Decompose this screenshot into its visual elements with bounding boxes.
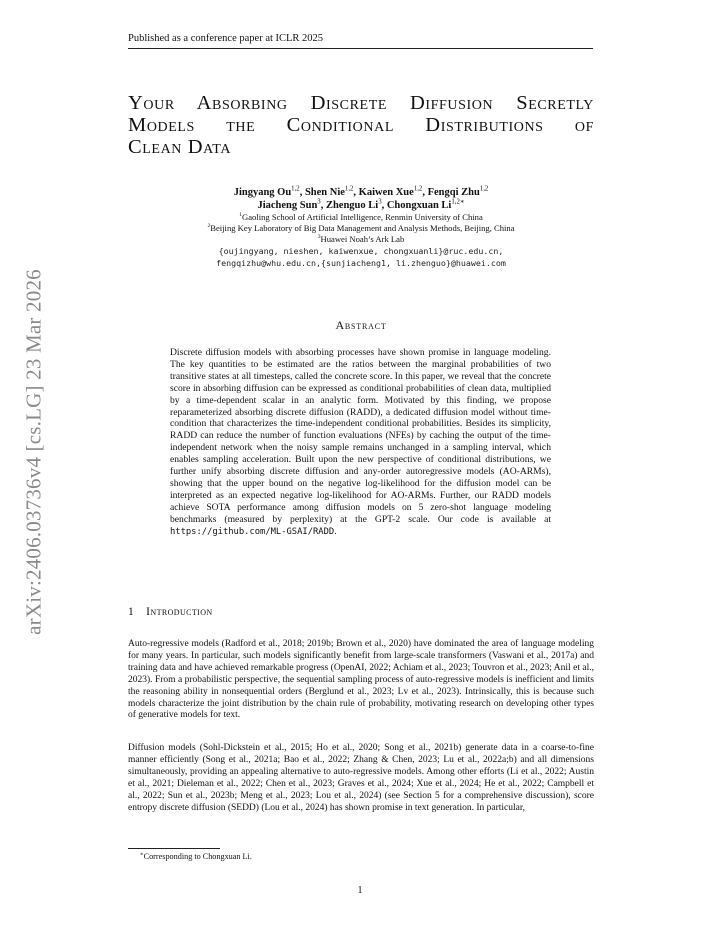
author-name: Jiacheng Sun	[257, 200, 318, 211]
author-name: Zhenguo Li	[325, 200, 379, 211]
author-affiliation-mark: 1,2∗	[451, 198, 465, 206]
section-heading	[128, 606, 213, 618]
intro-paragraph-2: Diffusion models (Sohl-Dickstein et al., 2015; Ho et al., 2020; Song et al., 2021b) generate data in a coarse-to-fine manner efficiently (Song et al., 2021a; Bao et al., 2022; Zhang & Chen, 2023; Lu et al., 2022a;b) and all dimensions simultaneously, providing an appealing alternative to auto-regressive models. Among other efforts (Li et al., 2022; Austin et al., 2021; Dieleman et al., 2022; Chen et al., 2023; Graves et al., 2024; Xue et al., 2024; He et al., 2022; Campbell et al., 2022; Sun et al., 2023b; Meng et al., 2023; Lou et al., 2024) (see Section 5 for a comprehensive discussion), score entropy discrete diffusion (SEDD) (Lou et al., 2024) has shown promise in text generation. In particular,	[128, 743, 594, 813]
title-line-3: Clean Data	[128, 136, 232, 158]
affiliation-2	[128, 223, 594, 234]
abstract-text: Discrete diffusion models with absorbing processes have shown promise in language modeling. The key quantities to be estimated are the ratios between the marginal probabilities of two transitive states at all timesteps, called the concrete score. In this paper, we reveal that the concrete score in absorbing diffusion can be expressed as conditional probabilities of clean data, multiplied by a time-dependent scalar in an analytic form. Motivated by this finding, we propose reparameterized absorbing discrete diffusion (RADD), a dedicated diffusion model without time-condition that characterizes the time-independent conditional probabilities. Besides its simplicity, RADD can reduce the number of function evaluations (NFEs) by caching the output of the time-independent network when the noisy sample remains unchanged in a sampling interval, which enables sampling acceleration. Built upon the new perspective of conditional distributions, we further unify absorbing discrete diffusion and any-order autoregressive models (AO-ARMs), showing that the upper bound on the negative log-likelihood for the diffusion model can be interpreted as an expected negative log-likelihood for AO-ARMs. Further, our RADD models achieve SOTA performance among diffusion models on 5 zero-shot language modeling benchmarks (measured by perplexity) at the GPT-2 scale. Our code is available at	[170, 347, 551, 525]
author-name: Chongxuan Li	[386, 200, 452, 211]
arxiv-identifier: arXiv:2406.03736v4 [cs.LG] 23 Mar 2026	[21, 269, 46, 635]
author-line-1: Jingyang Ou$^{1,2}$, Shen Nie$^{1,2}$, Kaiwen Xue$^{1,2}$, Fengqi Zhu$^{1,2}$	[233, 185, 489, 198]
footnote-rule	[128, 848, 220, 849]
running-header: Published as a conference paper at ICLR 2025	[128, 33, 593, 49]
author-name: Fengqi Zhu	[427, 187, 480, 198]
footnote-mark: ∗	[140, 851, 144, 858]
affiliation-mark: 3	[317, 234, 321, 241]
title-line-2: Models the Conditional Distributions of	[128, 114, 594, 136]
section-title: Introduction	[146, 606, 213, 618]
author-name: Shen Nie	[304, 187, 345, 198]
affiliation-mark: 2	[207, 223, 211, 230]
author-affiliation-mark: 1,2	[291, 185, 300, 193]
email-line-1: {oujingyang, nieshen, kaiwenxue, chongxuanli}@ruc.edu.cn,	[218, 246, 504, 256]
author-affiliation-mark: 1,2	[479, 185, 489, 193]
affiliation-3	[128, 234, 594, 245]
paper-title	[128, 92, 594, 158]
section-number: 1	[128, 606, 135, 618]
affiliation-1	[128, 212, 594, 223]
author-name: Kaiwen Xue	[358, 187, 414, 198]
title-line-1: Your Absorbing Discrete Diffusion Secretly	[128, 92, 594, 114]
author-name: Jingyang Ou	[233, 187, 292, 198]
abstract-body	[170, 347, 551, 539]
author-block	[128, 186, 594, 269]
abstract-heading: Abstract	[335, 318, 387, 332]
intro-paragraph-1: Auto-regressive models (Radford et al., 2018; 2019b; Brown et al., 2020) have dominated the area of language modeling for many years. In particular, such models significantly benefit from large-scale transformers (Vaswani et al., 2017a) and training data and have achieved remarkable progress (OpenAI, 2022; Achiam et al., 2023; Touvron et al., 2023; Anil et al., 2023). From a probabilistic perspective, the sequential sampling process of auto-regressive models is inefficient and limits the reasoning ability in nonsequential orders (Berglund et al., 2023; Lv et al., 2023). Intrinsically, this is because such models characterize the joint distribution by the chain rule of probability, motivating research on developing other types of generative models for text.	[128, 639, 594, 721]
affiliation-text: Gaoling School of Artificial Intelligence, Renmin University of China	[241, 212, 483, 222]
author-affiliation-mark: 3	[317, 198, 321, 206]
affiliation-mark: 1	[239, 212, 242, 219]
footnote	[140, 852, 252, 861]
author-line-2: Jiacheng Sun$^3$, Zhenguo Li$^3$, Chongxuan $Li^{1,2∗}$	[257, 198, 465, 211]
page-number: 1	[357, 885, 363, 896]
author-affiliation-mark: 3	[378, 198, 382, 206]
arxiv-sidebar-stamp	[14, 262, 54, 642]
abstract-end: .	[334, 525, 337, 537]
email-line-2: fengqizhu@whu.edu.cn,{sunjiacheng1, li.zhenguo}@huawei.com	[216, 258, 506, 268]
author-affiliation-mark: 1,2	[344, 185, 354, 193]
affiliation-text: Beijing Key Laboratory of Big Data Management and Analysis Methods, Beijing, China	[210, 223, 515, 233]
author-affiliation-mark: 1,2	[413, 185, 423, 193]
footnote-text: Corresponding to Chongxuan Li.	[143, 852, 252, 861]
affiliation-text: Huawei Noah’s Ark Lab	[320, 234, 405, 244]
code-link[interactable]: https://github.com/ML-GSAI/RADD	[170, 526, 335, 537]
